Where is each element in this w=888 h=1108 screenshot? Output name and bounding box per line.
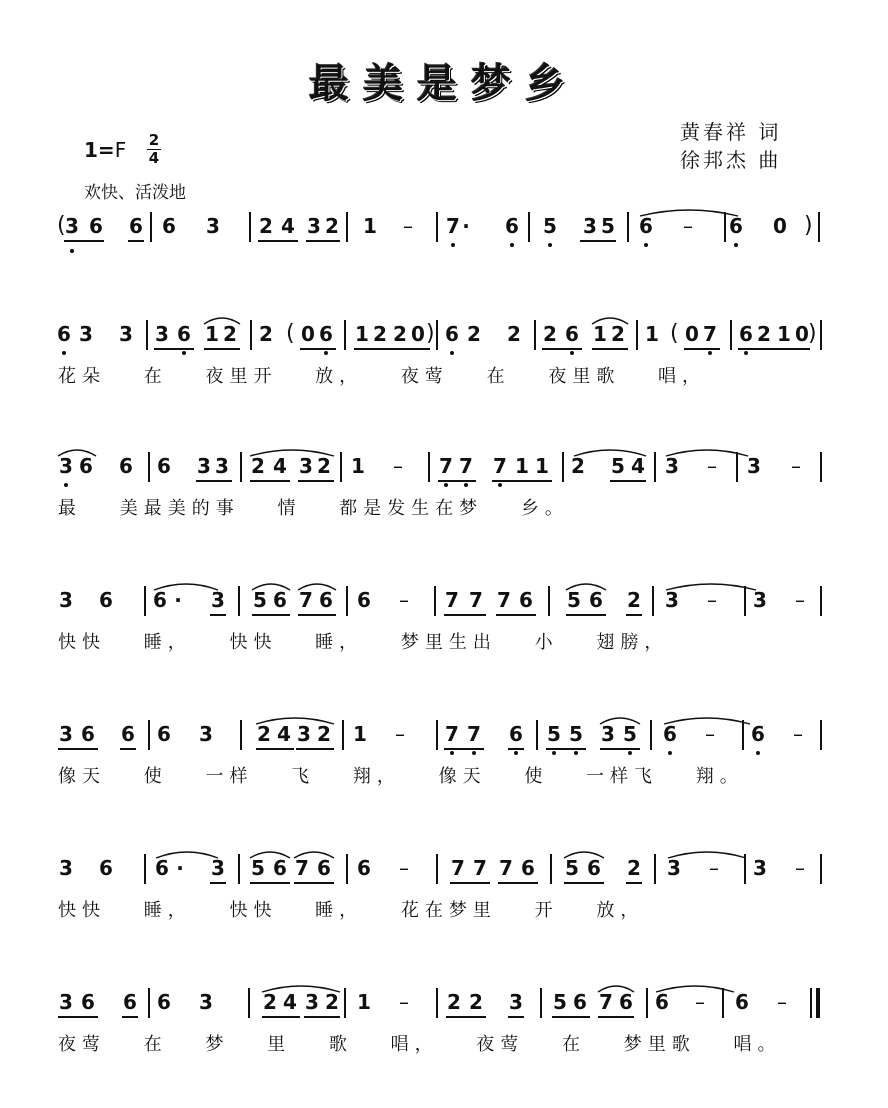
note: 7 bbox=[473, 856, 487, 880]
note: 6 bbox=[157, 990, 171, 1014]
note: 6 bbox=[273, 856, 287, 880]
note: 2 bbox=[223, 322, 237, 346]
note: 3 bbox=[197, 454, 211, 478]
note: 3 bbox=[59, 856, 73, 880]
note: 6 bbox=[509, 722, 523, 746]
note: 6 bbox=[319, 588, 333, 612]
key-signature bbox=[84, 138, 126, 162]
slur bbox=[154, 584, 218, 590]
note: 6 bbox=[57, 322, 71, 346]
lyrics-line: 快快 睡， 快快 睡， 梦里生出 小 翅膀， bbox=[58, 632, 669, 653]
note: 3 bbox=[59, 990, 73, 1014]
slur bbox=[252, 584, 290, 590]
slur-layer bbox=[0, 586, 888, 626]
parenthesis: ) bbox=[808, 321, 817, 346]
note: 1 bbox=[645, 322, 659, 346]
note: 2 bbox=[317, 454, 331, 478]
slur bbox=[262, 986, 340, 992]
note: 3 bbox=[215, 454, 229, 478]
note: 4 bbox=[283, 990, 297, 1014]
note: 6 bbox=[89, 214, 103, 238]
credits bbox=[680, 118, 781, 174]
duration-dash: – bbox=[795, 856, 805, 880]
note: · bbox=[176, 856, 184, 880]
lyrics-line: 最 美最美的事 情 都是发生在梦 乡。 bbox=[58, 498, 569, 519]
slur bbox=[640, 210, 738, 216]
slur bbox=[156, 852, 218, 858]
slur-layer bbox=[0, 988, 888, 1028]
music-system bbox=[0, 720, 888, 830]
note: 6 bbox=[729, 214, 743, 238]
slur bbox=[564, 852, 604, 858]
note: 6 bbox=[99, 588, 113, 612]
staff-line bbox=[0, 720, 888, 752]
lyrics-line: 花朵 在 夜里开 放， 夜莺 在 夜里歌 唱， bbox=[58, 366, 707, 387]
note: 6 bbox=[177, 322, 191, 346]
note: 4 bbox=[277, 722, 291, 746]
note: 5 bbox=[623, 722, 637, 746]
note: 6 bbox=[619, 990, 633, 1014]
slur-layer bbox=[0, 320, 888, 360]
duration-dash: – bbox=[795, 588, 805, 612]
time-signature-bottom: 4 bbox=[148, 149, 160, 167]
duration-dash: – bbox=[399, 588, 409, 612]
note: 6 bbox=[317, 856, 331, 880]
note: 6 bbox=[445, 322, 459, 346]
staff-line bbox=[0, 854, 888, 886]
note: 3 bbox=[79, 322, 93, 346]
note: 5 bbox=[567, 588, 581, 612]
note: 2 bbox=[373, 322, 387, 346]
note: 3 bbox=[665, 454, 679, 478]
note: 6 bbox=[157, 454, 171, 478]
note: 6 bbox=[81, 722, 95, 746]
note: 6 bbox=[739, 322, 753, 346]
note: 6 bbox=[655, 990, 669, 1014]
note: 3 bbox=[119, 322, 133, 346]
note: 7 bbox=[445, 722, 459, 746]
slur bbox=[58, 450, 96, 456]
note: 3 bbox=[583, 214, 597, 238]
music-system bbox=[0, 320, 888, 430]
note: 2 bbox=[317, 722, 331, 746]
time-signature-top: 2 bbox=[148, 131, 160, 149]
lyrics-line: 快快 睡， 快快 睡， 花在梦里 开 放， bbox=[58, 900, 645, 921]
note: 5 bbox=[547, 722, 561, 746]
note: 6 bbox=[521, 856, 535, 880]
lyrics-line: 夜莺 在 梦 里 歌 唱， 夜莺 在 梦里歌 唱。 bbox=[58, 1034, 782, 1055]
duration-dash: – bbox=[393, 454, 403, 478]
note: 3 bbox=[59, 588, 73, 612]
note: 3 bbox=[753, 856, 767, 880]
slur bbox=[656, 986, 734, 992]
note: 1 bbox=[353, 722, 367, 746]
duration-dash: – bbox=[395, 722, 405, 746]
note: 1 bbox=[351, 454, 365, 478]
lyrics-line: 像天 使 一样 飞 翔， 像天 使 一样飞 翔。 bbox=[58, 766, 744, 787]
note: 7 bbox=[446, 214, 460, 238]
slur bbox=[566, 584, 606, 590]
note: 6 bbox=[162, 214, 176, 238]
note: 6 bbox=[589, 588, 603, 612]
note: 6 bbox=[155, 856, 169, 880]
note: 5 bbox=[601, 214, 615, 238]
note: 2 bbox=[251, 454, 265, 478]
slur bbox=[664, 718, 750, 724]
parenthesis: ) bbox=[426, 321, 435, 346]
note: 0 bbox=[301, 322, 315, 346]
note: 2 bbox=[467, 322, 481, 346]
note: 5 bbox=[251, 856, 265, 880]
note: 2 bbox=[257, 722, 271, 746]
note: 2 bbox=[325, 990, 339, 1014]
music-system bbox=[0, 586, 888, 696]
note: 7 bbox=[439, 454, 453, 478]
note: 6 bbox=[129, 214, 143, 238]
slur-layer bbox=[0, 854, 888, 894]
note: 5 bbox=[611, 454, 625, 478]
note: 3 bbox=[155, 322, 169, 346]
song-title: 最美是梦乡 bbox=[309, 61, 579, 107]
note: 6 bbox=[751, 722, 765, 746]
note: 6 bbox=[79, 454, 93, 478]
note: 4 bbox=[281, 214, 295, 238]
note: 6 bbox=[639, 214, 653, 238]
duration-dash: – bbox=[399, 856, 409, 880]
note: 7 bbox=[299, 588, 313, 612]
staff-line bbox=[0, 988, 888, 1020]
note: 3 bbox=[665, 588, 679, 612]
note: 4 bbox=[273, 454, 287, 478]
note: 6 bbox=[273, 588, 287, 612]
slur bbox=[250, 450, 334, 456]
duration-dash: – bbox=[707, 454, 717, 478]
slur-layer bbox=[0, 212, 888, 252]
note: 6 bbox=[663, 722, 677, 746]
note: 2 bbox=[447, 990, 461, 1014]
note: 3 bbox=[211, 588, 225, 612]
note: 6 bbox=[81, 990, 95, 1014]
note: 7 bbox=[295, 856, 309, 880]
staff-line bbox=[0, 320, 888, 352]
note: 1 bbox=[593, 322, 607, 346]
staff-line bbox=[0, 452, 888, 484]
note: 1 bbox=[777, 322, 791, 346]
note: 2 bbox=[263, 990, 277, 1014]
duration-dash: – bbox=[793, 722, 803, 746]
note: 6 bbox=[565, 322, 579, 346]
note: 6 bbox=[319, 322, 333, 346]
note: 0 bbox=[795, 322, 809, 346]
slur bbox=[668, 852, 746, 858]
note: 2 bbox=[507, 322, 521, 346]
note: 2 bbox=[571, 454, 585, 478]
note: 7 bbox=[497, 588, 511, 612]
note: 2 bbox=[627, 588, 641, 612]
note: 6 bbox=[573, 990, 587, 1014]
note: 2 bbox=[543, 322, 557, 346]
duration-dash: – bbox=[777, 990, 787, 1014]
note: 7 bbox=[499, 856, 513, 880]
duration-dash: – bbox=[403, 214, 413, 238]
note: 7 bbox=[445, 588, 459, 612]
note: 2 bbox=[393, 322, 407, 346]
duration-dash: – bbox=[683, 214, 693, 238]
note: 0 bbox=[411, 322, 425, 346]
note: 3 bbox=[601, 722, 615, 746]
note: 1 bbox=[363, 214, 377, 238]
note: 5 bbox=[569, 722, 583, 746]
parenthesis: ) bbox=[804, 213, 813, 238]
composer-credit: 徐邦杰 曲 bbox=[680, 148, 782, 172]
note: 2 bbox=[259, 322, 273, 346]
note: 6 bbox=[519, 588, 533, 612]
note: 1 bbox=[535, 454, 549, 478]
note: 7 bbox=[599, 990, 613, 1014]
time-signature bbox=[146, 132, 162, 167]
note: 3 bbox=[211, 856, 225, 880]
slur bbox=[574, 450, 646, 456]
key-prefix: 1= bbox=[84, 138, 115, 162]
music-system bbox=[0, 988, 888, 1098]
slur bbox=[256, 718, 334, 724]
note: 6 bbox=[157, 722, 171, 746]
note: · bbox=[462, 214, 470, 238]
slur bbox=[598, 986, 634, 992]
note: 5 bbox=[543, 214, 557, 238]
note: 2 bbox=[611, 322, 625, 346]
note: 0 bbox=[773, 214, 787, 238]
note: 6 bbox=[587, 856, 601, 880]
music-system bbox=[0, 854, 888, 964]
note: 3 bbox=[299, 454, 313, 478]
note: 6 bbox=[99, 856, 113, 880]
duration-dash: – bbox=[709, 856, 719, 880]
note: 4 bbox=[631, 454, 645, 478]
note: 2 bbox=[325, 214, 339, 238]
note: 7 bbox=[467, 722, 481, 746]
note: 7 bbox=[703, 322, 717, 346]
note: 3 bbox=[305, 990, 319, 1014]
note: 3 bbox=[307, 214, 321, 238]
note: 7 bbox=[451, 856, 465, 880]
note: 3 bbox=[297, 722, 311, 746]
note: 5 bbox=[565, 856, 579, 880]
note: 1 bbox=[205, 322, 219, 346]
note: 2 bbox=[259, 214, 273, 238]
note: 2 bbox=[757, 322, 771, 346]
slur bbox=[250, 852, 290, 858]
note: 6 bbox=[357, 856, 371, 880]
duration-dash: – bbox=[399, 990, 409, 1014]
note: 5 bbox=[253, 588, 267, 612]
duration-dash: – bbox=[695, 990, 705, 1014]
parenthesis: ( bbox=[670, 321, 679, 346]
note: 7 bbox=[493, 454, 507, 478]
note: 3 bbox=[753, 588, 767, 612]
duration-dash: – bbox=[791, 454, 801, 478]
parenthesis: ( bbox=[57, 213, 66, 238]
note: 3 bbox=[509, 990, 523, 1014]
note: 3 bbox=[199, 990, 213, 1014]
note: 3 bbox=[206, 214, 220, 238]
lyricist-credit: 黄春祥 词 bbox=[680, 120, 782, 144]
slur bbox=[666, 584, 756, 590]
note: 6 bbox=[123, 990, 137, 1014]
note: 5 bbox=[553, 990, 567, 1014]
note: 2 bbox=[627, 856, 641, 880]
note: 7 bbox=[469, 588, 483, 612]
staff-line bbox=[0, 586, 888, 618]
slur bbox=[666, 450, 748, 456]
note: 6 bbox=[357, 588, 371, 612]
note: 3 bbox=[59, 722, 73, 746]
tempo-marking: 欢快、活泼地 bbox=[84, 183, 186, 203]
note: 3 bbox=[65, 214, 79, 238]
note: 2 bbox=[469, 990, 483, 1014]
note: 6 bbox=[119, 454, 133, 478]
note: 0 bbox=[685, 322, 699, 346]
note: · bbox=[174, 588, 182, 612]
note: 3 bbox=[59, 454, 73, 478]
slur-layer bbox=[0, 452, 888, 492]
parenthesis: ( bbox=[286, 321, 295, 346]
note: 7 bbox=[459, 454, 473, 478]
note: 3 bbox=[747, 454, 761, 478]
key-name: F bbox=[114, 138, 127, 162]
note: 1 bbox=[355, 322, 369, 346]
music-system bbox=[0, 452, 888, 562]
duration-dash: – bbox=[705, 722, 715, 746]
slur bbox=[600, 718, 640, 724]
duration-dash: – bbox=[707, 588, 717, 612]
slur bbox=[294, 852, 334, 858]
note: 6 bbox=[153, 588, 167, 612]
note: 6 bbox=[121, 722, 135, 746]
slur bbox=[298, 584, 336, 590]
staff-line bbox=[0, 212, 888, 244]
note: 1 bbox=[357, 990, 371, 1014]
note: 6 bbox=[505, 214, 519, 238]
note: 3 bbox=[667, 856, 681, 880]
note: 1 bbox=[515, 454, 529, 478]
slur-layer bbox=[0, 720, 888, 760]
music-system bbox=[0, 212, 888, 322]
note: 3 bbox=[199, 722, 213, 746]
note: 6 bbox=[735, 990, 749, 1014]
